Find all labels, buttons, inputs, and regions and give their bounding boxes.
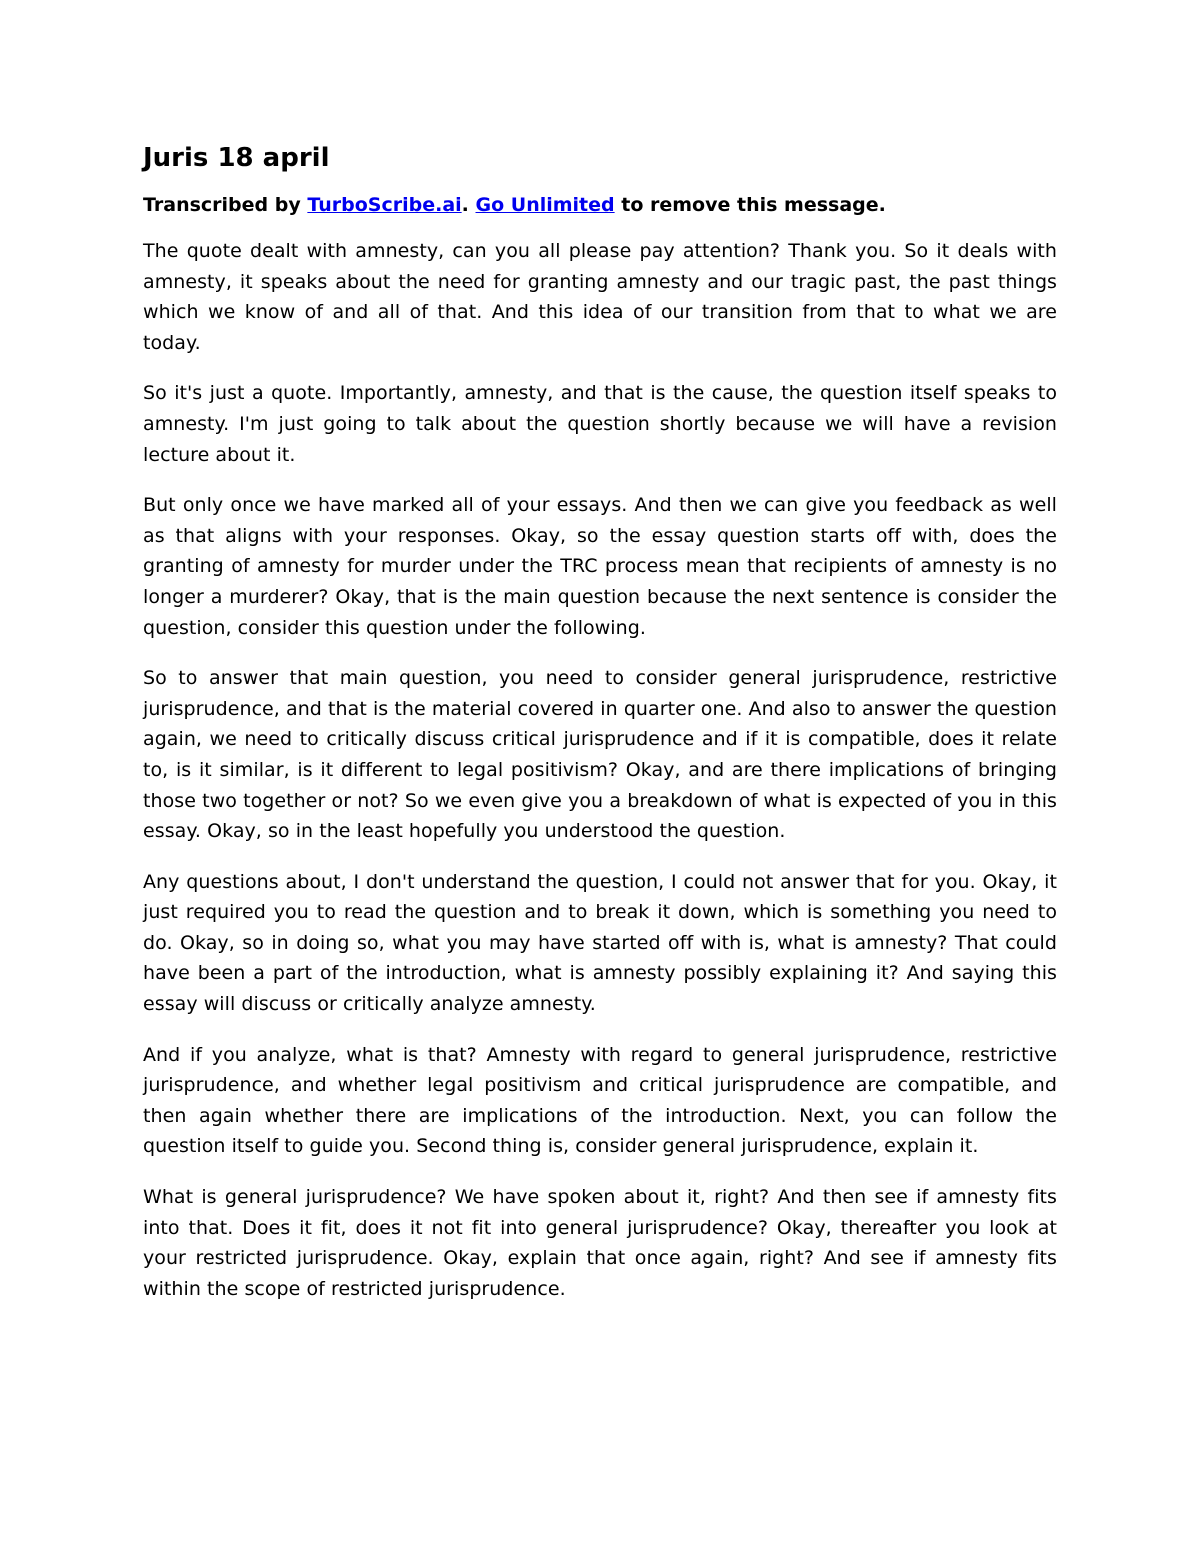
banner-separator: . xyxy=(461,194,476,216)
turboscribe-link[interactable]: TurboScribe.ai xyxy=(307,194,462,216)
paragraph-7: What is general jurisprudence? We have spoken about it, right? And then see if amnesty fits into that. Does it fit, does it not fit into general jurisprudence? Okay, thereafter you look at your restricted jurisprudence. Okay, explain that once again, right? And see if amnesty fits within the scope of restricted jurisprudence. xyxy=(143,1186,1057,1300)
banner-prefix: Transcribed by xyxy=(143,194,308,216)
paragraph-4: So to answer that main question, you need to consider general jurisprudence, restrictive jurisprudence, and that is the material covered in quarter one. And also to answer the question again, we need to critically discuss critical jurisprudence and if it is compatible, does it relate to, is it similar, is it different to legal positivism? Okay, and are there implications of bringing those two together or not? So we even give you a breakdown of what is expected of you in this essay. Okay, so in the least hopefully you understood the question. xyxy=(143,667,1057,843)
document-title: Juris 18 april xyxy=(143,143,330,173)
paragraph-1: The quote dealt with amnesty, can you all please pay attention? Thank you. So it deals with amnesty, it speaks about the need for granting amnesty and our tragic past, the past things which we know of and all of that. And this idea of our transition from that to what we are today. xyxy=(143,240,1057,354)
transcription-banner xyxy=(143,190,1057,220)
banner-suffix: to remove this message. xyxy=(614,194,886,216)
paragraph-6: And if you analyze, what is that? Amnesty with regard to general jurisprudence, restrictive jurisprudence, and whether legal positivism and critical jurisprudence are compatible, and then again whether there are implications of the introduction. Next, you can follow the question itself to guide you. Second thing is, consider general jurisprudence, explain it. xyxy=(143,1043,1057,1158)
go-unlimited-link[interactable]: Go Unlimited xyxy=(475,194,615,216)
document-page xyxy=(143,138,1057,1324)
paragraph-2: So it's just a quote. Importantly, amnesty, and that is the cause, the question itself speaks to amnesty. I'm just going to talk about the question shortly because we will have a revision lecture about it. xyxy=(143,382,1057,466)
paragraph-5: Any questions about, I don't understand the question, I could not answer that for you. Okay, it just required you to read the question and to break it down, which is something you need to do. Okay, so in doing so, what you may have started off with is, what is amnesty? That could have been a part of the introduction, what is amnesty possibly explaining it? And saying this essay will discuss or critically analyze amnesty. xyxy=(143,870,1057,1016)
paragraph-3: But only once we have marked all of your essays. And then we can give you feedback as well as that aligns with your responses. Okay, so the essay question starts off with, does the granting of amnesty for murder under the TRC process mean that recipients of amnesty is no longer a murderer? Okay, that is the main question because the next sentence is consider the question, consider this question under the following. xyxy=(143,494,1057,639)
